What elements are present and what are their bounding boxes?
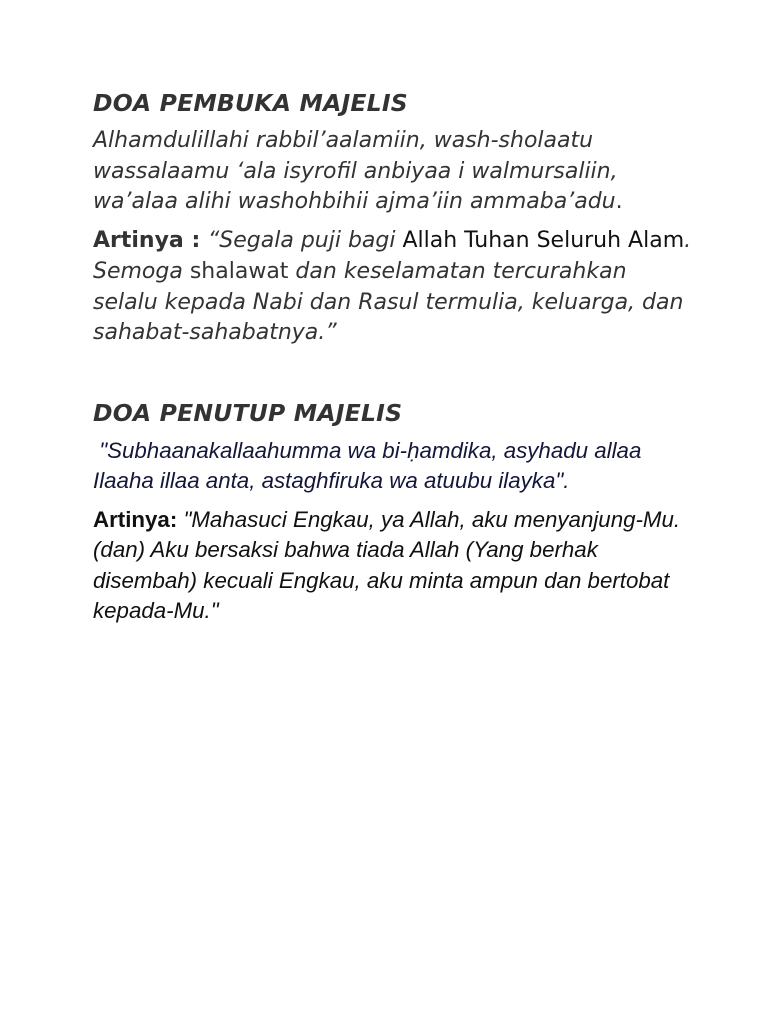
opening-meaning-part-2: Allah Tuhan Seluruh Alam — [402, 228, 685, 254]
opening-prayer-title: DOA PEMBUKA MAJELIS — [93, 89, 408, 117]
closing-meaning-text: "Mahasuci Engkau, ya Allah, aku menyanjung-Mu. (dan) Aku bersaksi bahwa tiada Allah (Yang berhak disembah) kecuali Engkau, aku minta ampun dan bertobat kepada-Mu." — [93, 506, 681, 624]
closing-prayer-title: DOA PENUTUP MAJELIS — [93, 398, 403, 427]
opening-prayer-text — [93, 126, 693, 218]
opening-prayer-period: . — [615, 189, 623, 215]
opening-meaning-part-5: dan keselamatan tercurahkan selalu kepada Nabi dan Rasul termulia, keluarga, dan sahabat-sahabatnya.” — [93, 258, 684, 346]
opening-meaning-label: Artinya : — [93, 228, 208, 254]
document-page — [93, 86, 693, 627]
closing-prayer-meaning — [93, 505, 693, 627]
opening-meaning-part-3: . Semoga — [93, 228, 692, 284]
closing-meaning-label: Artinya: — [93, 506, 178, 532]
opening-meaning-part-1: “Segala puji bagi — [207, 228, 403, 254]
opening-prayer-transliteration: Alhamdulillahi rabbil’aalamiin, wash-sholaatu wassalaamu ‘ala isyrofil anbiyaa i walmursaliin, wa’alaa alihi washohbihii ajma’iin ammaba’adu — [93, 128, 618, 215]
opening-meaning-part-4: shalawat — [189, 258, 289, 284]
opening-prayer-meaning — [93, 226, 693, 349]
closing-prayer-text: "Subhaanakallaahumma wa bi-ḥamdika, asyhadu allaa Ilaaha illaa anta, astaghfiruka wa atuubu ilayka". — [93, 437, 648, 494]
